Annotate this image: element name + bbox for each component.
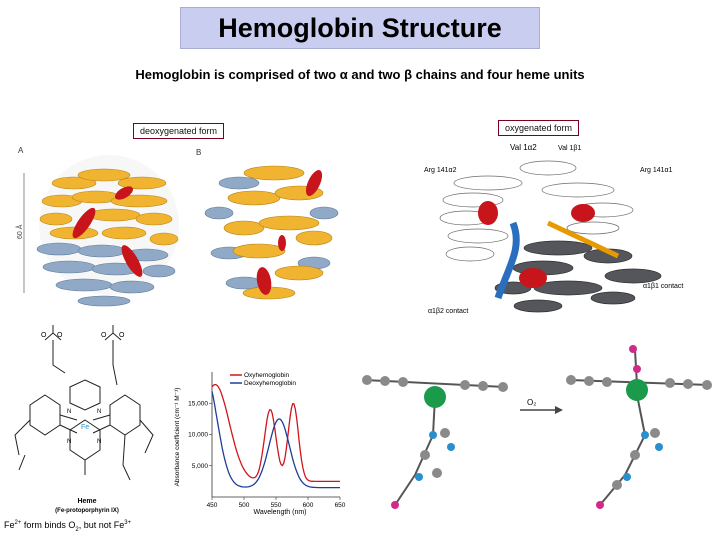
slide-subtitle — [0, 67, 720, 82]
heme-bonds — [15, 325, 153, 480]
oxyhemoglobin-curve — [212, 385, 340, 482]
o2-arrowhead — [555, 406, 563, 414]
heme-carboxyl-o-2: O — [57, 332, 63, 339]
oxy-iron-atom — [626, 379, 648, 401]
absorbance-spectrum-chart — [170, 362, 350, 517]
o2-binding-image — [355, 335, 717, 520]
arg141-a1-label: Arg 141α1 — [640, 167, 673, 174]
legend-oxy-label: Oxyhemoglobin — [244, 372, 290, 379]
heme-nitrogen-1: N — [67, 409, 72, 415]
deoxy-molecule-right — [205, 166, 338, 299]
subtitle-text-3: chains and four heme units — [412, 67, 585, 82]
x-tick-label: 600 — [302, 502, 314, 509]
deoxygenated-form-label: deoxygenated form — [133, 123, 224, 139]
heme-carboxyl-o-4: O — [119, 332, 125, 339]
heme-structure-image — [5, 325, 170, 515]
footnote-fe-1: Fe — [4, 520, 15, 530]
deoxy-iron-atom — [424, 386, 446, 408]
y-tick-label: 15,000 — [188, 400, 208, 408]
heme-nitrogen-3: N — [67, 439, 72, 445]
x-tick-label: 450 — [206, 502, 218, 509]
deoxy-molecule-left — [37, 155, 179, 306]
footnote-tail: , but not Fe — [78, 520, 125, 530]
footnote-charge-2plus: 2+ — [14, 520, 22, 526]
a1b2-contact-label: α1β2 contact — [428, 308, 469, 315]
arg141-a2-label: Arg 141α2 — [424, 167, 457, 174]
footnote-o2-sub: 2 — [75, 526, 79, 533]
o2-label: O₂ — [527, 398, 537, 407]
heme-nitrogen-2: N — [97, 409, 102, 415]
panel-letter-a: A — [18, 146, 24, 155]
panel-letter-b: B — [196, 148, 202, 157]
oxy-heme-model — [566, 345, 712, 509]
spectrum-xlabel: Wavelength (nm) — [253, 509, 307, 516]
y-tick-label: 10,000 — [188, 431, 208, 439]
alpha-symbol: α — [339, 67, 348, 82]
spectrum-ylabel: Absorbance coefficient (cm⁻¹ M⁻¹) — [174, 387, 181, 487]
oxy-hemoglobin-image — [418, 138, 718, 323]
subtitle-text-2: and two — [347, 67, 405, 82]
heme-subname: (Fe-protoporphyrin IX) — [55, 508, 119, 514]
a1b1-contact-label: α1β1 contact — [643, 283, 684, 290]
legend-deoxy-label: Deoxyhemoglobin — [244, 380, 297, 387]
heme-nitrogen-4: N — [97, 439, 102, 445]
val1-a2-label: Val 1α2 — [510, 143, 537, 152]
x-tick-label: 500 — [238, 502, 250, 509]
heme-iron-label: Fe — [81, 424, 90, 431]
spectrum-lines — [212, 385, 340, 488]
val1-b1-label: Val 1β1 — [558, 145, 582, 152]
oxy-molecule — [440, 161, 661, 312]
fe-binding-footnote — [4, 520, 131, 533]
oxygenated-form-label: oxygenated form — [498, 120, 579, 136]
deoxy-axis-label: 60 Å — [17, 224, 24, 239]
x-tick-label: 650 — [334, 502, 346, 509]
footnote-mid: form binds O — [21, 520, 76, 530]
heme-carboxyl-o-1: O — [41, 332, 47, 339]
beta-symbol: β — [404, 67, 413, 82]
heme-name: Heme — [77, 498, 97, 505]
slide-title: Hemoglobin Structure — [180, 7, 540, 49]
deoxy-hemoglobin-image — [14, 143, 344, 318]
subtitle-text-1: Hemoglobin is comprised of two — [135, 67, 340, 82]
y-tick-label: 5,000 — [191, 462, 208, 470]
deoxy-heme-model — [362, 375, 508, 509]
heme-carboxyl-o-3: O — [101, 332, 107, 339]
footnote-charge-3plus: 3+ — [124, 520, 132, 526]
x-tick-label: 550 — [270, 502, 282, 509]
